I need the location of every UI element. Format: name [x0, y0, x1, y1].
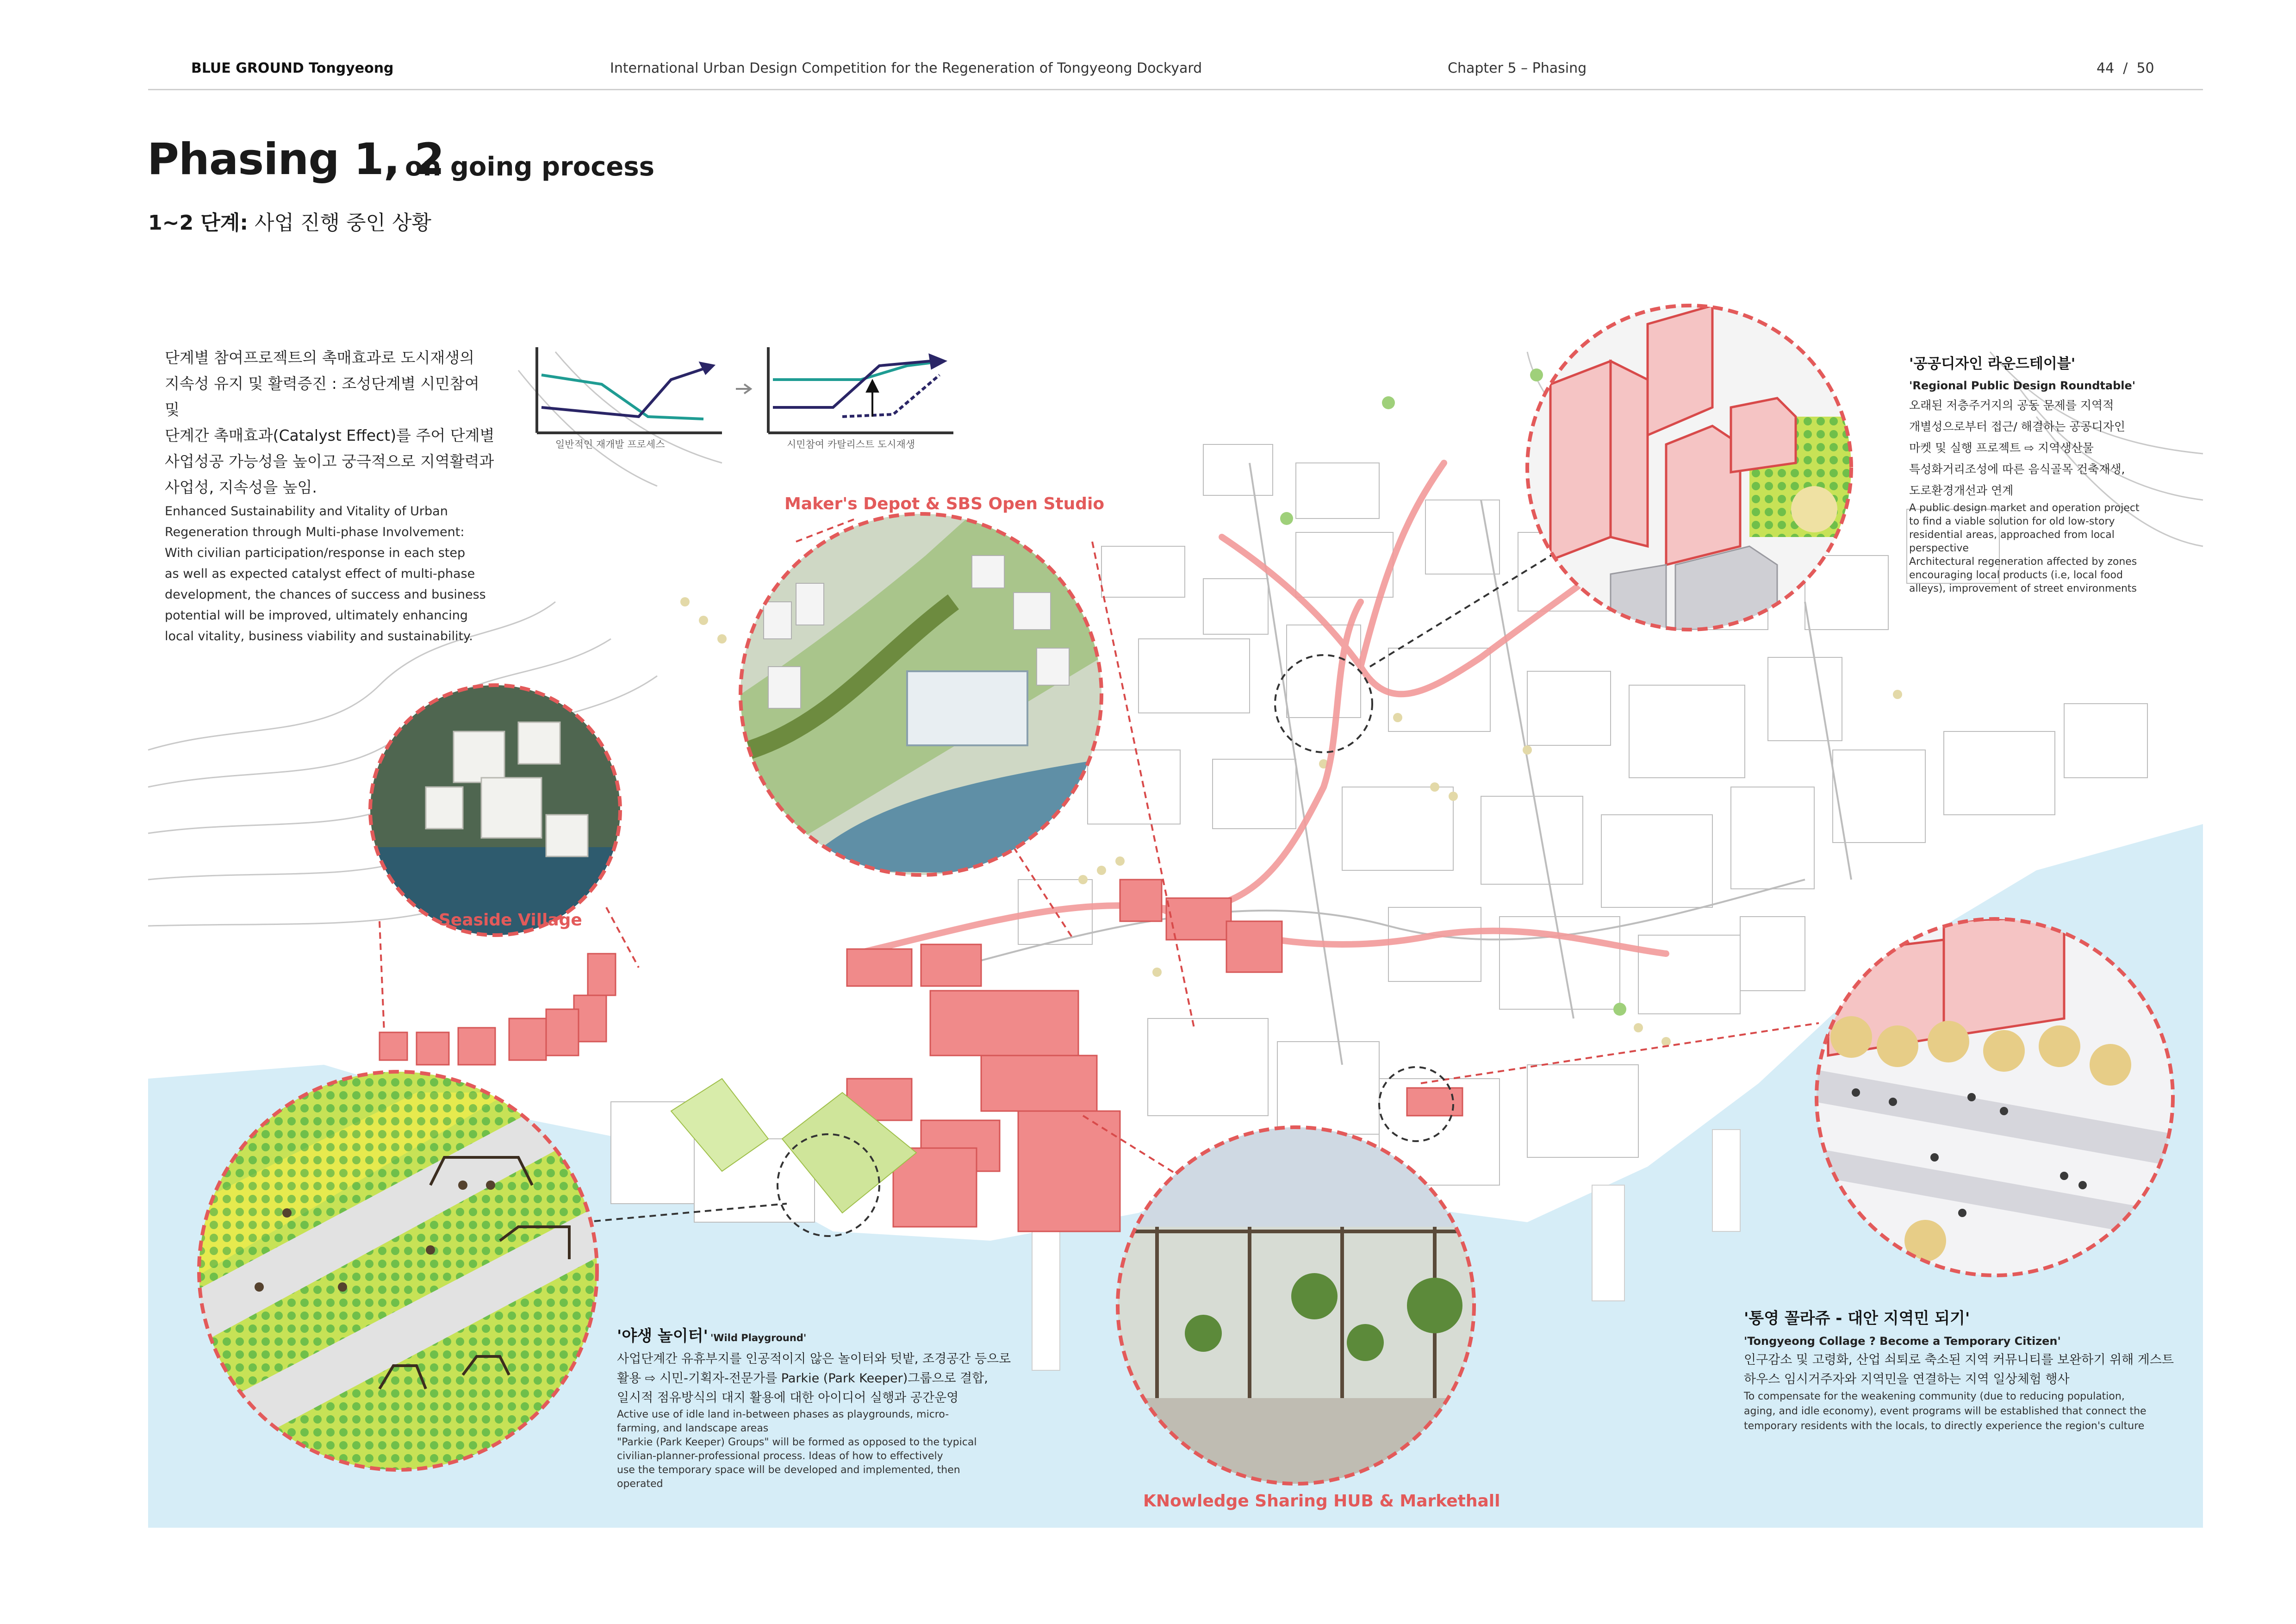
- page-title-tag: on going process: [405, 152, 655, 182]
- roundtable-ko-line: 개별성으로부터 접근/ 해결하는 공공디자인: [1909, 420, 2125, 433]
- page-title: Phasing 1, 2: [147, 134, 444, 185]
- korean-subtitle-prefix: 1~2 단계:: [148, 211, 249, 235]
- intro-ko-line: 사업성, 지속성을 높임.: [165, 478, 317, 496]
- wild-playground-en-line: use the temporary space will be developed and implemented, then: [617, 1464, 960, 1476]
- intro-korean: [165, 345, 498, 500]
- wild-playground-en-line: civilian-planner-professional process. Ideas of how to effectively: [617, 1450, 943, 1462]
- roundtable-ko-line: 오래된 저층주거지의 공동 문제를 지역적: [1909, 399, 2114, 412]
- wild-playground-ko-line: 일시적 점유방식의 대지 활용에 대한 아이디어 실행과 공간운영: [617, 1391, 959, 1405]
- roundtable-subtitle: 'Regional Public Design Roundtable': [1909, 379, 2136, 392]
- brand-name: BLUE GROUND Tongyeong: [191, 60, 394, 76]
- wild-playground-title: '야생 놀이터': [617, 1327, 708, 1345]
- diagram-caption-right: 시민참여 카탈리스트 도시재생: [787, 439, 915, 450]
- chapter-label: Chapter 5 – Phasing: [1448, 60, 1587, 76]
- roundtable-en-line: encouraging local products (i.e, local food: [1909, 569, 2123, 581]
- intro-en-line: development, the chances of success and business: [165, 587, 486, 602]
- intro-ko-line: 지속성 유지 및 활력증진 : 조성단계별 시민참여 및: [165, 375, 479, 418]
- intro-en-line: potential will be improved, ultimately enhancing: [165, 608, 468, 623]
- roundtable-korean: [1909, 395, 2196, 501]
- wild-playground-title-en: 'Wild Playground': [710, 1332, 807, 1343]
- intro-ko-line: 단계별 참여프로젝트의 촉매효과로 도시재생의: [165, 349, 475, 367]
- roundtable-en-line: perspective: [1909, 543, 1969, 554]
- competition-title: International Urban Design Competition for the Regeneration of Tongyeong Dockyard: [610, 60, 1202, 76]
- roundtable-ko-line: 마켓 및 실행 프로젝트 ⇨ 지역생산물: [1909, 441, 2094, 455]
- collage-title: '통영 꼴라쥬 - 대안 지역민 되기': [1744, 1309, 1970, 1328]
- intro-en-line: Enhanced Sustainability and Vitality of Urban: [165, 504, 448, 518]
- roundtable-en-line: alleys), improvement of street environments: [1909, 583, 2137, 594]
- label-seaside-village: Seaside Village: [439, 911, 582, 930]
- label-knowledge-hub: KNowledge Sharing HUB & Markethall: [1143, 1492, 1500, 1511]
- wild-playground-en-line: operated: [617, 1478, 663, 1490]
- intro-ko-line: 사업성공 가능성을 높이고 궁극적으로 지역활력과: [165, 452, 494, 470]
- roundtable-english: [1909, 501, 2196, 595]
- collage-block: [1744, 1305, 2197, 1434]
- roundtable-en-line: Architectural regeneration affected by zones: [1909, 556, 2137, 568]
- wild-playground-block: [617, 1323, 1070, 1491]
- intro-ko-line: 단계간 촉매효과(Catalyst Effect)를 주어 단계별: [165, 426, 495, 444]
- collage-en-line: aging, and idle economy), event programs will be established that connect the: [1744, 1405, 2147, 1417]
- collage-en-line: temporary residents with the locals, to directly experience the region's culture: [1744, 1420, 2145, 1432]
- intro-en-line: Regeneration through Multi-phase Involvement:: [165, 525, 465, 539]
- wild-playground-heading: [617, 1323, 1070, 1346]
- wild-playground-korean: [617, 1349, 1070, 1408]
- label-makers-depot: Maker's Depot & SBS Open Studio: [784, 494, 1105, 513]
- roundtable-en-line: A public design market and operation project: [1909, 502, 2140, 514]
- diagram-caption-left: 일반적인 재개발 프로세스: [555, 439, 665, 450]
- roundtable-ko-line: 특성화거리조성에 따른 음식골목 건축재생,: [1909, 462, 2125, 476]
- roundtable-en-line: to find a viable solution for old low-story: [1909, 516, 2115, 527]
- collage-subtitle: 'Tongyeong Collage ? Become a Temporary Citizen': [1744, 1335, 2061, 1348]
- collage-english: [1744, 1389, 2197, 1434]
- wild-playground-en-line: "Parkie (Park Keeper) Groups" will be formed as opposed to the typical: [617, 1437, 977, 1448]
- intro-en-line: as well as expected catalyst effect of multi-phase: [165, 567, 475, 581]
- collage-ko-line: 하우스 임시거주자와 지역민을 연결하는 지역 일상체험 행사: [1744, 1372, 2070, 1387]
- wild-playground-en-line: farming, and landscape areas: [617, 1423, 769, 1434]
- page-total: 50: [2136, 60, 2154, 76]
- wild-playground-ko-line: 활용 ⇨ 시민-기획자-전문가를 Parkie (Park Keeper)그룹으로 결합,: [617, 1371, 988, 1386]
- roundtable-ko-line: 도로환경개선과 연계: [1909, 484, 2014, 497]
- page-number: 44: [2097, 60, 2115, 76]
- collage-en-line: To compensate for the weakening community (due to reducing population,: [1744, 1391, 2125, 1402]
- wild-playground-ko-line: 사업단계간 유휴부지를 인공적이지 않은 놀이터와 텃밭, 조경공간 등으로: [617, 1352, 1011, 1366]
- page-separator: /: [2123, 60, 2128, 76]
- roundtable-block: [1909, 352, 2196, 595]
- roundtable-en-line: residential areas, approached from local: [1909, 529, 2115, 541]
- intro-en-line: With civilian participation/response in each step: [165, 546, 466, 560]
- intro-en-line: local vitality, business viability and sustainability.: [165, 629, 473, 643]
- korean-subtitle-rest: 사업 진행 중인 상황: [248, 211, 432, 235]
- wild-playground-english: [617, 1408, 1070, 1491]
- collage-korean: [1744, 1350, 2197, 1389]
- wild-playground-en-line: Active use of idle land in-between phases as playgrounds, micro-: [617, 1409, 949, 1420]
- collage-ko-line: 인구감소 및 고령화, 산업 쇠퇴로 축소된 지역 커뮤니티를 보완하기 위해 게스트: [1744, 1353, 2174, 1367]
- intro-english: [165, 501, 516, 647]
- roundtable-title: '공공디자인 라운드테이블': [1909, 356, 2076, 372]
